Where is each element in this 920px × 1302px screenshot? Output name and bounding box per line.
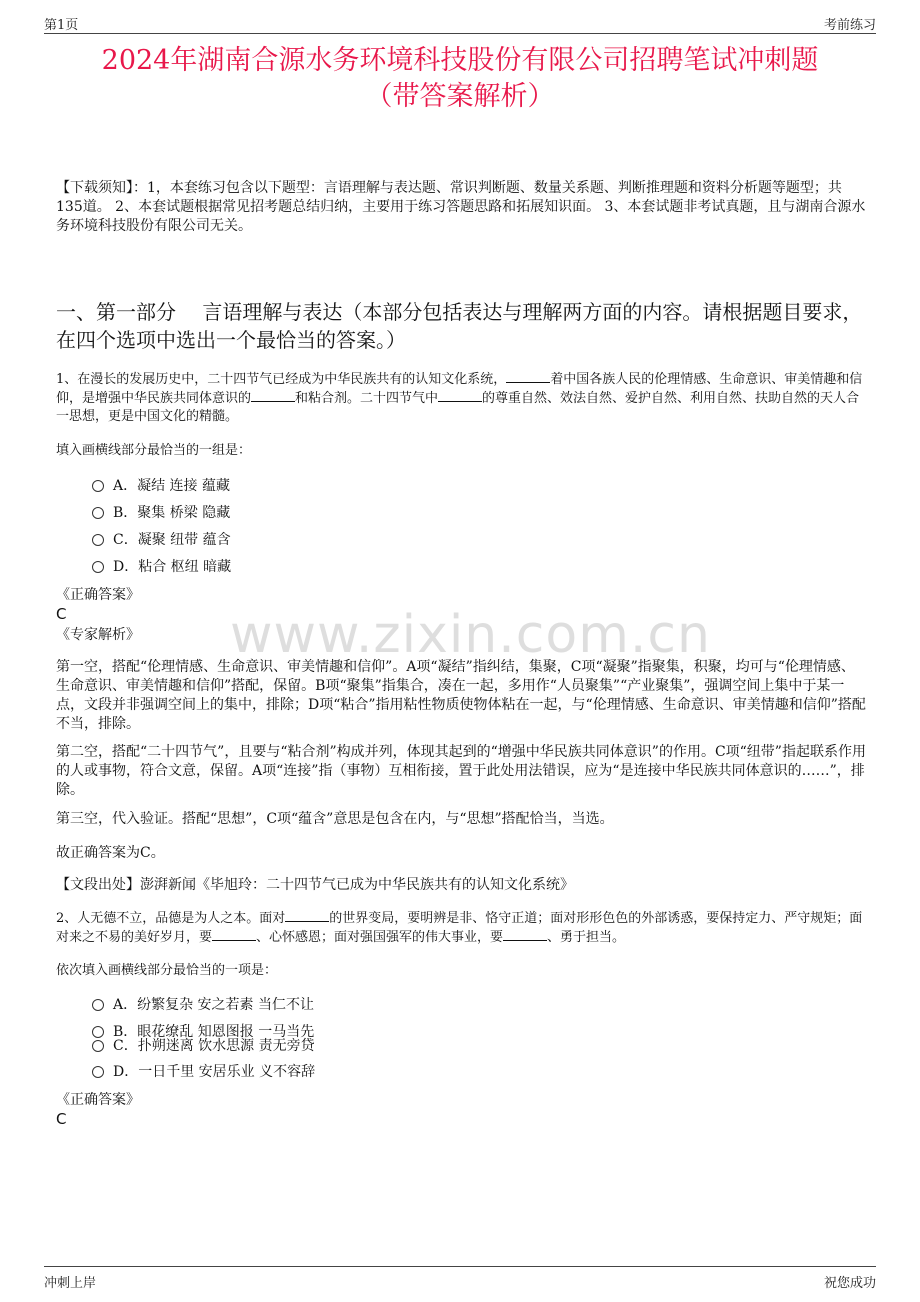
blank-2 (212, 928, 256, 941)
q1-correct-answer: C (56, 605, 67, 623)
section-heading: 一、第一部分 言语理解与表达（本部分包括表达与理解两方面的内容。请根据题目要求，在四个选项中选出一个最恰当的答案。） (56, 300, 863, 352)
question-1-prompt: 填入画横线部分最恰当的一组是： (56, 443, 252, 458)
footer-left-label: 冲刺上岸 (44, 1276, 97, 1291)
document-title: 2024年湖南合源水务环境科技股份有限公司招聘笔试冲刺题 (101, 45, 819, 76)
radio-icon[interactable] (92, 561, 104, 573)
q1-analysis-3: 第三空，代入验证。搭配“思想”，C项“蕴含”意思是包含在内，与“思想”搭配恰当，当选。 (56, 811, 614, 827)
radio-icon[interactable] (92, 999, 104, 1011)
q1-correct-heading: 《正确答案》 (56, 587, 140, 603)
radio-icon[interactable] (92, 507, 104, 519)
blank-2 (251, 389, 295, 402)
radio-icon[interactable] (92, 1066, 104, 1078)
blank-1 (285, 909, 329, 922)
q1-analysis-2: 第二空，搭配“二十四节气”，且要与“粘合剂”构成并列，体现其起到的“增强中华民族共同体意识”的作用。C项“纽带”指起联系作用的人或事物，符合文意，保留。A项“连接”指（事物）互相衔接，置于此处用法错误，应为“是连接中华民族共同体意识的……”，排除。 (56, 744, 866, 798)
blank-3 (438, 389, 482, 402)
q1-option-d[interactable]: D．粘合 枢纽 暗藏 (92, 557, 231, 577)
q1-analysis-1: 第一空，搭配“伦理情感、生命意识、审美情趣和信仰”。A项“凝结”指纠结，集聚，C项“凝聚”指聚集，积聚，均可与“伦理情感、生命意识、审美情趣和信仰”搭配，保留。B项“聚集”指集合，凑在一起，多用作“人员聚集”“产业聚集”，强调空间上集中于某一点，文段并非强调空间上的集中，排除；D项“粘合”指用粘性物质使物体粘在一起，与“伦理情感、生命意识、审美情趣和信仰”搭配不当，排除。 (56, 659, 866, 732)
blank-3 (503, 928, 547, 941)
q1-analysis-4: 故正确答案为C。 (56, 845, 165, 861)
footer-rule (44, 1266, 876, 1267)
watermark: www.zixin.com.cn (230, 605, 711, 665)
q2-option-b[interactable]: B．眼花缭乱 知恩图报 一马当先 (92, 1022, 314, 1042)
header-right-label: 考前练习 (823, 18, 876, 33)
q2-correct-answer: C (56, 1110, 67, 1128)
document-subtitle: （带答案解析） (365, 81, 555, 112)
blank-1 (506, 370, 550, 383)
q1-option-c[interactable]: C．凝聚 纽带 蕴含 (92, 530, 231, 550)
q2-option-c[interactable]: C．扑朔迷离 饮水思源 责无旁贷 (92, 1036, 315, 1056)
q1-source: 【文段出处】澎湃新闻《毕旭玲：二十四节气已成为中华民族共有的认知文化系统》 (56, 877, 574, 893)
q1-option-b[interactable]: B．聚集 桥梁 隐藏 (92, 503, 230, 523)
radio-icon[interactable] (92, 480, 104, 492)
download-notice: 【下载须知】：1，本套练习包含以下题型：言语理解与表达题、常识判断题、数量关系题、判断推理题和资料分析题等题型；共135道。 2、本套试题根据常见招考题总结归纳，主要用于练习答题思路和拓展知识面。 3、本套试题非考试真题，且与湖南合源水务环境科技股份有限公司无关。 (56, 180, 866, 234)
q1-expert-heading: 《专家解析》 (56, 627, 140, 643)
question-1-stem: 1、在漫长的发展历史中，二十四节气已经成为中华民族共有的认知文化系统， 着中国各族人民的伦理情感、生命意识、审美情趣和信仰，是增强中华民族共同体意识的 和粘合剂。二十四节气中 的尊重自然、效法自然、爱护自然、利用自然、扶助自然的天人合一思想，更是中国文化的精髓。 (56, 372, 863, 424)
page-number: 第1页 (44, 18, 79, 33)
q2-correct-heading: 《正确答案》 (56, 1092, 140, 1108)
footer-right-label: 祝您成功 (823, 1276, 876, 1291)
q2-option-a[interactable]: A．纷繁复杂 安之若素 当仁不让 (92, 995, 314, 1015)
question-2-prompt: 依次填入画横线部分最恰当的一项是： (56, 963, 278, 978)
radio-icon[interactable] (92, 534, 104, 546)
radio-icon[interactable] (92, 1040, 104, 1052)
header-rule (44, 33, 876, 34)
q1-option-a[interactable]: A．凝结 连接 蕴藏 (92, 476, 230, 496)
question-2-stem: 2、人无德不立，品德是为人之本。面对 的世界变局，要明辨是非、恪守正道；面对形形色色的外部诱惑，要保持定力、严守规矩；面对来之不易的美好岁月，要 、心怀感恩；面对强国强军的伟大事业，要 、勇于担当。 (56, 911, 863, 945)
q2-option-d[interactable]: D．一日千里 安居乐业 义不容辞 (92, 1062, 315, 1082)
